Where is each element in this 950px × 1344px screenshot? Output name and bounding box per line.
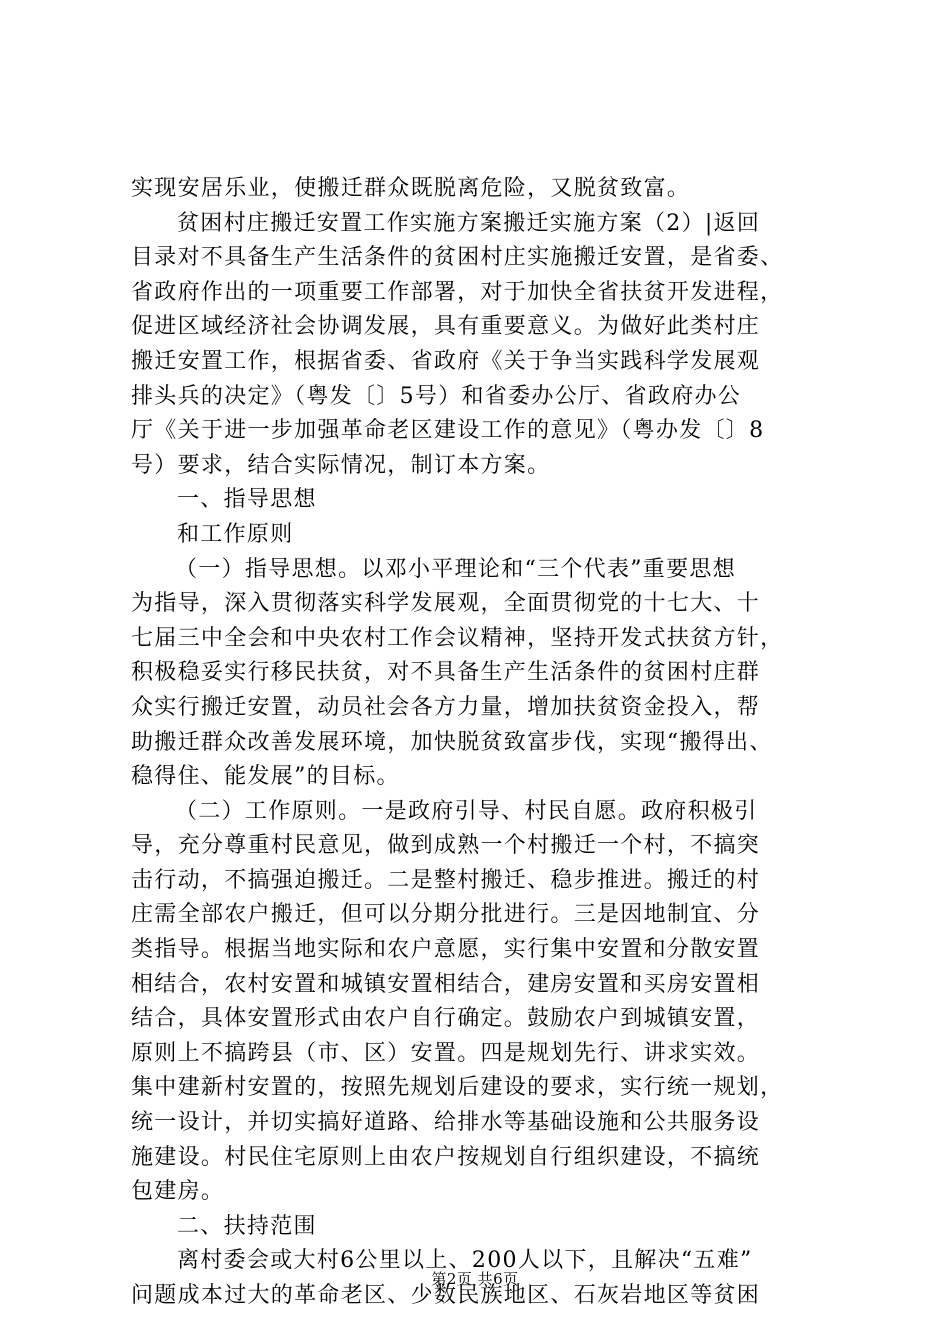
text-line: 类指导。根据当地实际和农户意愿，实行集中安置和分散安置 [131,937,761,963]
text-line: （二）工作原则。一是政府引导、村民自愿。政府积极引 [175,798,758,824]
text-line: 导，充分尊重村民意见，做到成熟一个村搬迁一个村，不搞突 [131,833,761,859]
text-line: 贫困村庄搬迁安置工作实施方案搬迁实施方案（2）|返回 [177,210,761,236]
text-line: 排头兵的决定》（粤发〔〕5号）和省委办公厅、省政府办公 [131,383,742,409]
text-line: 众实行搬迁安置，动员社会各方力量，增加扶贫资金投入，帮 [131,694,761,720]
text-line: 施建设。村民住宅原则上由农户按规划自行组织建设，不搞统 [131,1144,761,1170]
text-line: 结合，具体安置形式由农户自行确定。鼓励农户到城镇安置， [131,1006,761,1032]
text-line: 击行动，不搞强迫搬迁。二是整村搬迁、稳步推进。搬迁的村 [131,867,761,893]
text-line: 厅《关于进一步加强革命老区建设工作的意见》（粤办发〔〕8 [131,418,765,444]
text-line: （一）指导思想。以邓小平理论和“三个代表”重要思想 [175,556,736,582]
text-line: 包建房。 [131,1179,225,1205]
text-line: 统一设计，并切实搞好道路、给排水等基础设施和公共服务设 [131,1110,761,1136]
text-line: 和工作原则 [177,521,294,547]
text-line: 集中建新村安置的，按照先规划后建设的要求，实行统一规划， [131,1075,784,1101]
text-line: 助搬迁群众改善发展环境，加快脱贫致富步伐，实现“搬得出、 [131,729,773,755]
text-line: 促进区域经济社会协调发展，具有重要意义。为做好此类村庄 [131,314,761,340]
page-footer: 第2页 共6页 [431,1270,519,1288]
text-line: 原则上不搞跨县（市、区）安置。四是规划先行、讲求实效。 [131,1040,761,1066]
text-line: 目录对不具备生产生活条件的贫困村庄实施搬迁安置，是省委、 [131,245,784,271]
text-line: 相结合，农村安置和城镇安置相结合，建房安置和买房安置相 [131,971,761,997]
text-line: 省政府作出的一项重要工作部署，对于加快全省扶贫开发进程， [131,279,784,305]
text-line: 二、扶持范围 [177,1213,317,1239]
text-line: 一、指导思想 [177,487,317,513]
text-line: 稳得住、能发展”的目标。 [131,764,400,790]
text-line: 实现安居乐业，使搬迁群众既脱离危险，又脱贫致富。 [131,176,691,201]
text-line: 搬迁安置工作，根据省委、省政府《关于争当实践科学发展观 [131,348,761,374]
text-line: 离村委会或大村6公里以上、200人以下，且解决“五难” [177,1248,753,1274]
document-body [131,172,831,1314]
text-line: 问题成本过大的革命老区、少数民族地区、石灰岩地区等贫困 [131,1283,761,1308]
text-line: 为指导，深入贯彻落实科学发展观，全面贯彻党的十七大、十 [131,591,761,617]
text-line: 积极稳妥实行移民扶贫，对不具备生产生活条件的贫困村庄群 [131,660,761,686]
text-line: 七届三中全会和中央农村工作会议精神，坚持开发式扶贫方针， [131,625,784,651]
text-line: 庄需全部农户搬迁，但可以分期分批进行。三是因地制宜、分 [131,902,761,928]
text-line: 号）要求，结合实际情况，制订本方案。 [131,452,551,478]
